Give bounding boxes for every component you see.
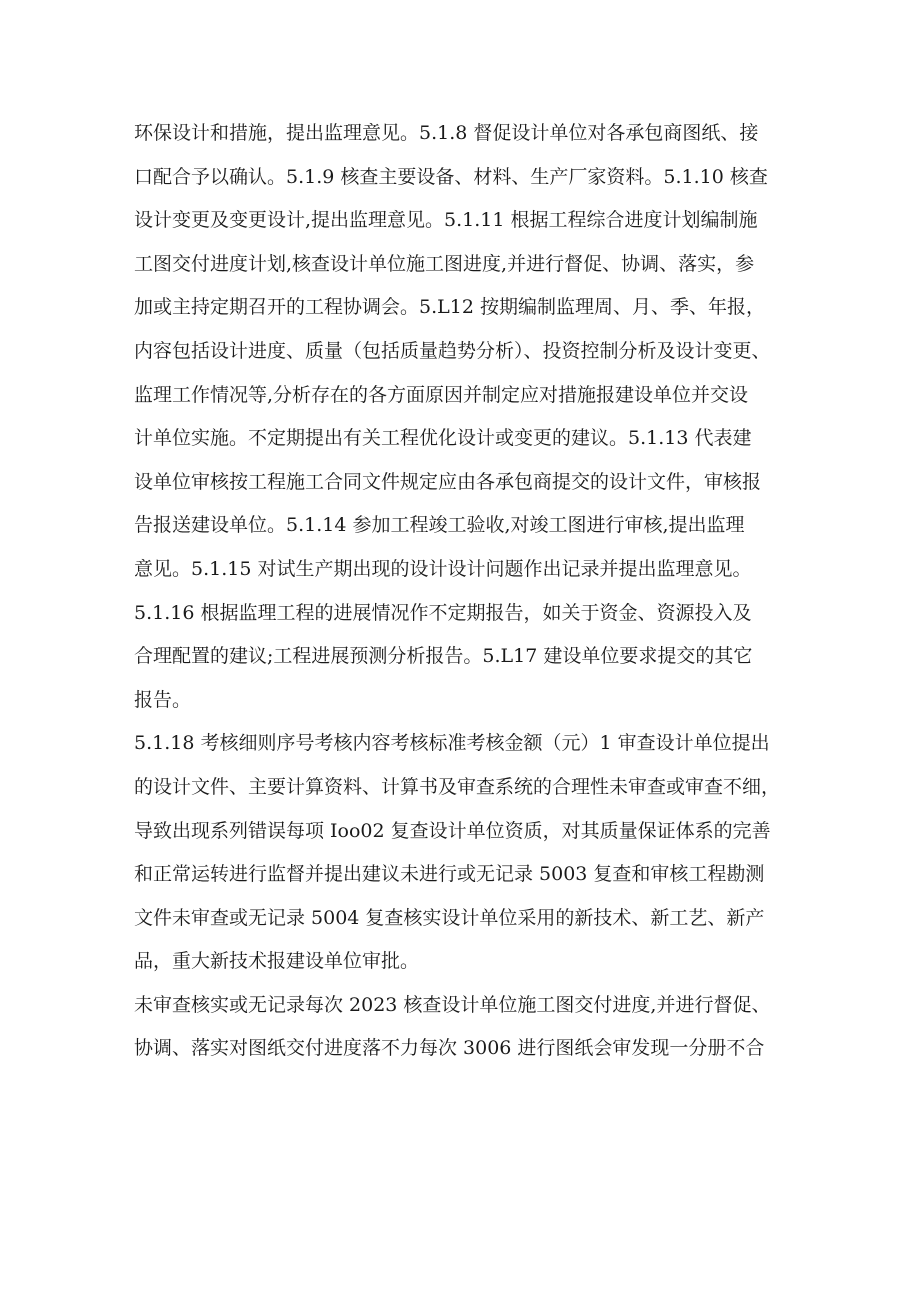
- text-line: 计单位实施。不定期提出有关工程优化设计或变更的建议。5.1.13 代表建: [134, 427, 752, 450]
- text-line: 和正常运转进行监督并提出建议未进行或无记录 5003 复查和审核工程勘测: [134, 863, 765, 886]
- text-line: 环保设计和措施，提出监理意见。5.1.8 督促设计单位对各承包商图纸、接: [134, 122, 759, 144]
- text-line: 意见。5.1.15 对试生产期出现的设计设计问题作出记录并提出监理意见。: [134, 557, 752, 580]
- document-body: [134, 112, 794, 1071]
- text-line: 工图交付进度计划,核查设计单位施工图进度,并进行督促、协调、落实，参: [134, 252, 755, 275]
- text-line: 口配合予以确认。5.1.9 核查主要设备、材料、生产厂家资料。5.1.10 核查: [134, 165, 768, 188]
- text-line: 加或主持定期召开的工程协调会。5.L12 按期编制监理周、月、季、年报，: [134, 296, 765, 319]
- text-line: 5.1.16 根据监理工程的进展情况作不定期报告，如关于资金、资源投入及: [134, 601, 752, 624]
- text-line: 设单位审核按工程施工合同文件规定应由各承包商提交的设计文件，审核报: [134, 470, 762, 493]
- text-line: 合理配置的建议;工程进展预测分析报告。5.L17 建设单位要求提交的其它: [134, 645, 753, 668]
- text-line: 品，重大新技术报建设单位审批。: [134, 950, 420, 973]
- text-line: 告报送建设单位。5.1.14 参加工程竣工验收,对竣工图进行审核,提出监理: [134, 514, 745, 537]
- text-line: 的设计文件、主要计算资料、计算书及审查系统的合理性未审查或审查不细，: [134, 775, 781, 798]
- text-line: 内容包括设计进度、质量（包括质量趋势分析）、投资控制分析及设计变更、: [134, 339, 771, 362]
- text-line: 设计变更及变更设计,提出监理意见。5.1.11 根据工程综合进度计划编制施: [134, 209, 758, 232]
- text-line: 未审查核实或无记录每次 2023 核查设计单位施工图交付进度,并进行督促、: [134, 993, 771, 1016]
- text-line: 5.1.18 考核细则序号考核内容考核标准考核金额（元）1 审查设计单位提出: [134, 732, 770, 755]
- text-line: 监理工作情况等,分析存在的各方面原因并制定应对措施报建设单位并交设: [134, 383, 749, 406]
- text-line: 文件未审查或无记录 5004 复查核实设计单位采用的新技术、新工艺、新产: [134, 906, 765, 929]
- text-line: 导致出现系列错误每项 Ioo02 复查设计单位资质，对其质量保证体系的完善: [134, 819, 771, 842]
- text-line: 协调、落实对图纸交付进度落不力每次 3006 进行图纸会审发现一分册不合: [134, 1037, 765, 1060]
- text-line: 报告。: [134, 688, 192, 711]
